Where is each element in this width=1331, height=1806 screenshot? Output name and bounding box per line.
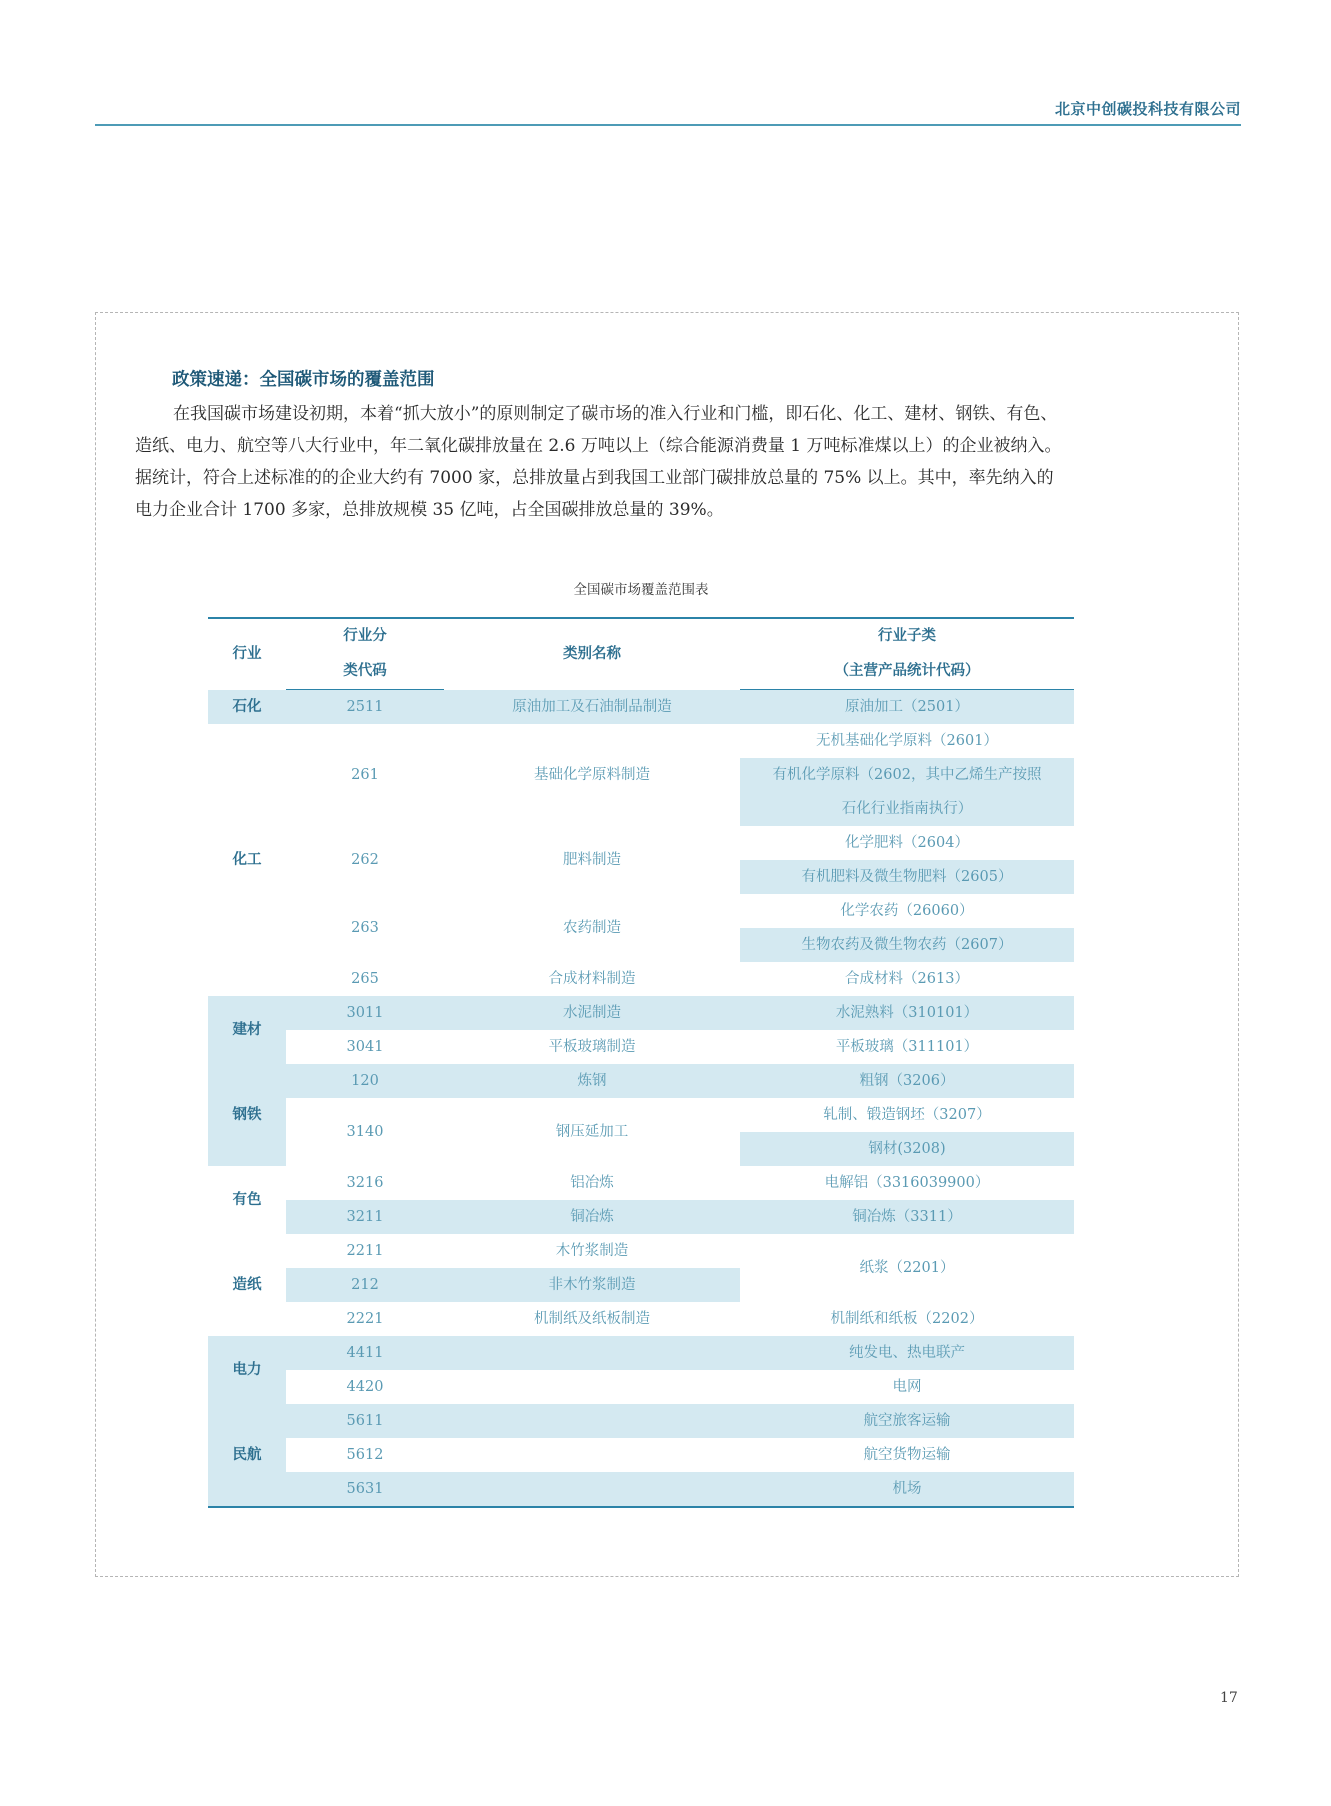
code-cell: 120 bbox=[286, 1064, 444, 1098]
subcategory-cell: 纸浆（2201） bbox=[859, 1260, 955, 1276]
table-row bbox=[208, 1234, 1074, 1268]
subcategory-cell-continued: 石化行业指南执行） bbox=[740, 792, 1074, 826]
code-cell: 5631 bbox=[286, 1472, 444, 1507]
table-row bbox=[208, 894, 1074, 928]
table-row bbox=[208, 1030, 1074, 1064]
table-row bbox=[208, 1166, 1074, 1200]
industry-cell: 造纸 bbox=[232, 1277, 262, 1293]
category-cell: 基础化学原料制造 bbox=[534, 767, 650, 783]
category-cell bbox=[444, 1336, 740, 1370]
intro-paragraph bbox=[135, 398, 1205, 526]
subcategory-cell: 电网 bbox=[892, 1379, 922, 1395]
category-cell: 水泥制造 bbox=[444, 996, 740, 1030]
category-cell: 农药制造 bbox=[563, 920, 621, 936]
industry-cell: 建材 bbox=[208, 996, 286, 1064]
code-cell: 3216 bbox=[346, 1175, 384, 1191]
code-cell: 2221 bbox=[346, 1311, 384, 1327]
header-code-line2: 类代码 bbox=[286, 654, 444, 690]
subcategory-cell: 电解铝（3316039900） bbox=[824, 1175, 990, 1191]
header-code: 行业分 bbox=[343, 628, 387, 644]
table-row bbox=[208, 1370, 1074, 1404]
company-name: 北京中创碳投科技有限公司 bbox=[1054, 100, 1241, 118]
table-row bbox=[208, 1098, 1074, 1132]
code-cell: 4420 bbox=[346, 1379, 384, 1395]
subcategory-cell: 机制纸和纸板（2202） bbox=[830, 1311, 984, 1327]
industry-cell: 民航 bbox=[208, 1404, 286, 1507]
subcategory-cell: 合成材料（2613） bbox=[845, 971, 969, 987]
code-cell: 3041 bbox=[346, 1039, 384, 1055]
subcategory-cell: 水泥熟料（310101） bbox=[740, 996, 1074, 1030]
table-row bbox=[208, 690, 1074, 725]
code-cell: 2511 bbox=[286, 690, 444, 725]
category-cell: 平板玻璃制造 bbox=[548, 1039, 636, 1055]
table-row bbox=[208, 1064, 1074, 1098]
subcategory-cell: 机场 bbox=[740, 1472, 1074, 1507]
code-cell: 5611 bbox=[286, 1404, 444, 1438]
code-cell: 3211 bbox=[286, 1200, 444, 1234]
category-cell bbox=[444, 1370, 740, 1404]
table-row bbox=[208, 724, 1074, 758]
subcategory-cell: 平板玻璃（311101） bbox=[835, 1039, 979, 1055]
table-row bbox=[208, 962, 1074, 996]
subcategory-cell: 航空旅客运输 bbox=[740, 1404, 1074, 1438]
subcategory-cell: 有机化学原料（2602，其中乙烯生产按照 bbox=[740, 758, 1074, 792]
table-row bbox=[208, 1472, 1074, 1507]
section-title: 政策速递：全国碳市场的覆盖范围 bbox=[172, 370, 435, 390]
code-cell: 2211 bbox=[346, 1243, 384, 1259]
subcategory-cell: 生物农药及微生物农药（2607） bbox=[740, 928, 1074, 962]
industry-cell: 石化 bbox=[208, 690, 286, 725]
subcategory-cell: 轧制、锻造钢坯（3207） bbox=[823, 1107, 991, 1123]
table-row bbox=[208, 996, 1074, 1030]
subcategory-cell: 纯发电、热电联产 bbox=[740, 1336, 1074, 1370]
subcategory-cell: 原油加工（2501） bbox=[740, 690, 1074, 725]
paragraph-line: 造纸、电力、航空等八大行业中，年二氧化碳排放量在 2.6 万吨以上（综合能源消费量 1 万吨标准煤以上）的企业被纳入。 bbox=[135, 436, 1062, 456]
code-cell: 5612 bbox=[346, 1447, 384, 1463]
header-subcategory-line2: （主营产品统计代码） bbox=[740, 654, 1074, 690]
page-number: 17 bbox=[1220, 1690, 1238, 1706]
table-row bbox=[208, 1302, 1074, 1336]
code-cell: 263 bbox=[351, 920, 379, 936]
table-row bbox=[208, 1404, 1074, 1438]
category-cell: 肥料制造 bbox=[563, 852, 621, 868]
code-cell: 3011 bbox=[286, 996, 444, 1030]
industry-cell: 化工 bbox=[232, 852, 262, 868]
subcategory-cell: 有机肥料及微生物肥料（2605） bbox=[740, 860, 1074, 894]
code-cell: 262 bbox=[351, 852, 379, 868]
subcategory-cell: 化学农药（26060） bbox=[840, 903, 974, 919]
category-cell: 合成材料制造 bbox=[548, 971, 636, 987]
table-row bbox=[208, 1200, 1074, 1234]
category-cell: 木竹浆制造 bbox=[555, 1243, 629, 1259]
header-subcategory: 行业子类 bbox=[878, 628, 936, 644]
industry-cell: 有色 bbox=[232, 1192, 262, 1208]
category-cell: 炼钢 bbox=[444, 1064, 740, 1098]
table-row bbox=[208, 1336, 1074, 1370]
category-cell bbox=[444, 1472, 740, 1507]
subcategory-cell: 化学肥料（2604） bbox=[845, 835, 969, 851]
subcategory-cell: 航空货物运输 bbox=[863, 1447, 951, 1463]
table-row bbox=[208, 1438, 1074, 1472]
category-cell: 铝冶炼 bbox=[570, 1175, 614, 1191]
header-divider bbox=[95, 124, 1241, 126]
industry-cell: 钢铁 bbox=[208, 1064, 286, 1166]
subcategory-cell: 无机基础化学原料（2601） bbox=[816, 733, 998, 749]
code-cell: 4411 bbox=[286, 1336, 444, 1370]
header-industry: 行业 bbox=[232, 645, 262, 662]
paragraph-line: 据统计，符合上述标准的的企业大约有 7000 家，总排放量占到我国工业部门碳排放总量的 75% 以上。其中，率先纳入的 bbox=[135, 468, 1054, 488]
category-cell bbox=[444, 1404, 740, 1438]
category-cell: 原油加工及石油制品制造 bbox=[444, 690, 740, 725]
code-cell: 212 bbox=[286, 1268, 444, 1302]
paragraph-line: 电力企业合计 1700 多家，总排放规模 35 亿吨，占全国碳排放总量的 39%。 bbox=[135, 500, 724, 520]
header-category: 类别名称 bbox=[563, 645, 621, 662]
code-cell: 3140 bbox=[346, 1124, 384, 1140]
code-cell: 265 bbox=[351, 971, 379, 987]
table-caption: 全国碳市场覆盖范围表 bbox=[573, 582, 709, 598]
subcategory-cell: 钢材(3208) bbox=[740, 1132, 1074, 1166]
code-cell: 261 bbox=[351, 767, 379, 783]
industry-cell: 电力 bbox=[208, 1336, 286, 1404]
category-cell: 钢压延加工 bbox=[555, 1124, 629, 1140]
category-cell: 机制纸及纸板制造 bbox=[534, 1311, 650, 1327]
subcategory-cell: 粗钢（3206） bbox=[740, 1064, 1074, 1098]
coverage-table bbox=[208, 617, 1074, 1508]
paragraph-line: 在我国碳市场建设初期，本着“抓大放小”的原则制定了碳市场的准入行业和门槛，即石化、化工、建材、钢铁、有色、 bbox=[173, 404, 1058, 424]
table-row bbox=[208, 826, 1074, 860]
category-cell: 铜冶炼 bbox=[444, 1200, 740, 1234]
category-cell bbox=[444, 1438, 740, 1472]
category-cell: 非木竹浆制造 bbox=[444, 1268, 740, 1302]
subcategory-cell: 铜冶炼（3311） bbox=[740, 1200, 1074, 1234]
